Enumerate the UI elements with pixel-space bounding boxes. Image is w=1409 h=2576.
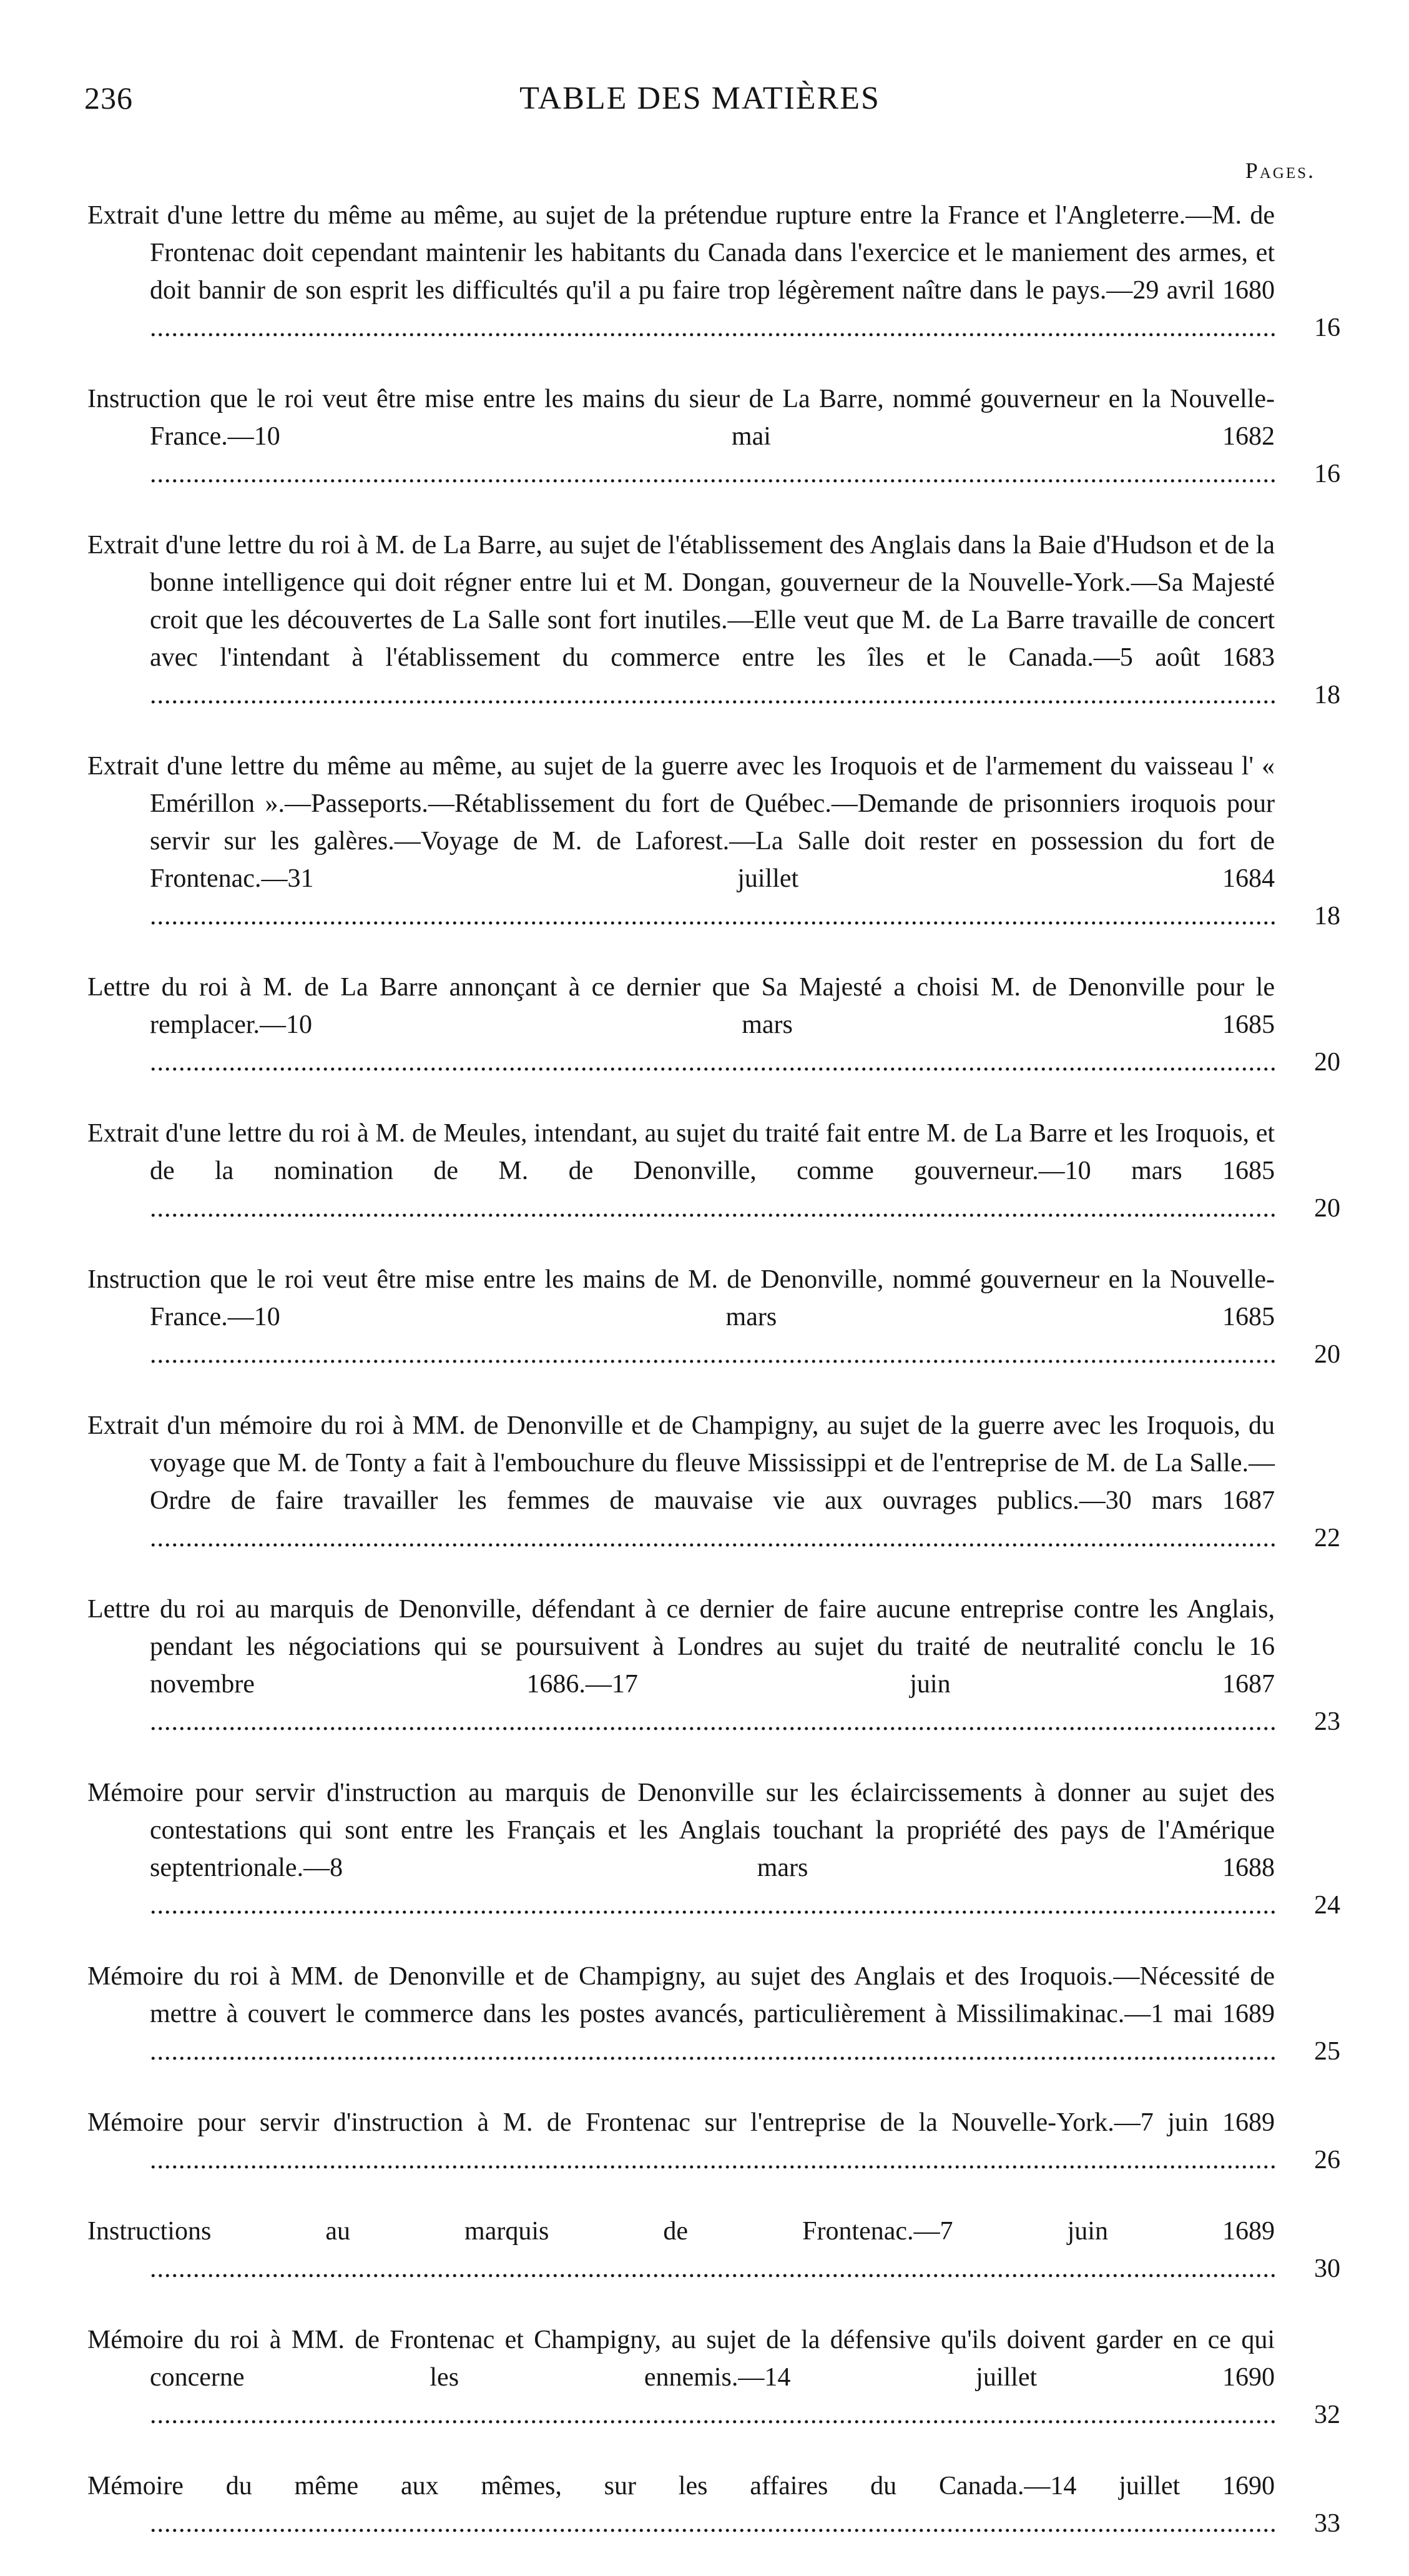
toc-entry-page: 23 [1278,1703,1340,1740]
toc-entry-text: Instructions au marquis de Frontenac.—7 juin 1689 ..... [87,2213,1275,2287]
toc-entry-page: 18 [1278,897,1340,935]
toc-entry-text: Extrait d'une lettre du même au même, au sujet de la prétendue rupture entre la France et l'Angleterre.—M. de Frontenac doit cependant maintenir les habitants du Canada dans l'exercice et le maniement des armes, et doit bannir de son esprit les difficultés qu'il a pu faire trop légèrement naître dans le pays.—29 avril 1680 ..... [87,197,1275,347]
toc-entry [87,1407,1340,1557]
toc-entry-page: 33 [1278,2505,1340,2542]
toc-entry-text: Mémoire du roi à MM. de Denonville et de Champigny, au sujet des Anglais et des Iroquois.—Nécessité de mettre à couvert le commerce dans les postes avancés, particulièrement à Missilimakinac.—1 mai 1689 ..... [87,1958,1275,2070]
toc-entry [87,1774,1340,1924]
toc-entry [87,2467,1340,2542]
toc-entry-text: Mémoire pour servir d'instruction à M. de Frontenac sur l'entreprise de la Nouvelle-York.—7 juin 1689 ..... [87,2104,1275,2179]
toc-entry-page: 25 [1278,2033,1340,2070]
toc-entry-page: 32 [1278,2396,1340,2434]
toc-entry-text: Instruction que le roi veut être mise entre les mains de M. de Denonville, nommé gouverneur en la Nouvelle-France.—10 mars 1685 ..... [87,1261,1275,1373]
toc-entry [87,1958,1340,2070]
page-number: 236 [84,81,133,116]
toc-entry [87,2104,1340,2179]
toc-entry-text: Mémoire pour servir d'instruction au marquis de Denonville sur les éclaircissements à donner au sujet des contestations qui sont entre les Français et les Anglais touchant la propriété des pays de l'Amérique septentrionale.—8 mars 1688 ..... [87,1774,1275,1924]
toc-entry [87,380,1340,493]
toc-entry-page: 26 [1278,2141,1340,2179]
page-header [84,80,1315,130]
toc-entry-page: 18 [1278,676,1340,714]
pages-column-label: Pages. [1245,158,1315,183]
toc-entry [87,2213,1340,2287]
toc-entry-text: Extrait d'un mémoire du roi à MM. de Denonville et de Champigny, au sujet de la guerre avec les Iroquois, du voyage que M. de Tonty a fait à l'embouchure du fleuve Mississippi et de l'entreprise de M. de La Salle.—Ordre de faire travailler les femmes de mauvaise vie aux ouvrages publics.—30 mars 1687 ..... [87,1407,1275,1557]
toc-entry-text: Mémoire du même aux mêmes, sur les affaires du Canada.—14 juillet 1690 ..... [87,2467,1275,2542]
toc-entry-text: Lettre du roi à M. de La Barre annonçant à ce dernier que Sa Majesté a choisi M. de Denonville pour le remplacer.—10 mars 1685 ..... [87,969,1275,1081]
toc-entry-page: 22 [1278,1519,1340,1557]
toc-entry [87,197,1340,347]
toc-entry-page: 16 [1278,455,1340,493]
toc-entry-text: Mémoire du roi à MM. de Frontenac et Champigny, au sujet de la défensive qu'ils doivent garder en ce qui concerne les ennemis.—14 juillet 1690 ..... [87,2321,1275,2434]
running-title: TABLE DES MATIÈRES [519,81,880,116]
toc-entry [87,2321,1340,2434]
toc-entry [87,1261,1340,1373]
toc-entry-page: 16 [1278,309,1340,347]
table-of-contents [87,197,1340,2576]
toc-entry-page: 20 [1278,1044,1340,1081]
toc-entry [87,969,1340,1081]
toc-entry-text: Lettre du roi au marquis de Denonville, défendant à ce dernier de faire aucune entreprise contre les Anglais, pendant les négociations qui se poursuivent à Londres au sujet du traité de neutralité conclu le 16 novembre 1686.—17 juin 1687 ..... [87,1591,1275,1740]
toc-entry [87,526,1340,714]
toc-entry-page: 20 [1278,1190,1340,1227]
toc-entry-page: 30 [1278,2250,1340,2287]
toc-entry [87,748,1340,935]
toc-entry-text: Instruction que le roi veut être mise entre les mains du sieur de La Barre, nommé gouverneur en la Nouvelle-France.—10 mai 1682 ..... [87,380,1275,493]
toc-entry-page: 24 [1278,1887,1340,1924]
toc-entry [87,1115,1340,1227]
toc-entry-text: Extrait d'une lettre du même au même, au sujet de la guerre avec les Iroquois et de l'armement du vaisseau l' « Emérillon ».—Passeports.—Rétablissement du fort de Québec.—Demande de prisonniers iroquois pour servir sur les galères.—Voyage de M. de Laforest.—La Salle doit rester en possession du fort de Frontenac.—31 juillet 1684 ..... [87,748,1275,935]
toc-entry-text: Extrait d'une lettre du roi à M. de La Barre, au sujet de l'établissement des Anglais dans la Baie d'Hudson et de la bonne intelligence qui doit régner entre lui et M. Dongan, gouverneur de la Nouvelle-York.—Sa Majesté croit que les découvertes de La Salle sont fort inutiles.—Elle veut que M. de La Barre travaille de concert avec l'intendant à l'établissement du commerce entre les îles et le Canada.—5 août 1683 ..... [87,526,1275,714]
toc-entry-text: Extrait d'une lettre du roi à M. de Meules, intendant, au sujet du traité fait entre M. de La Barre et les Iroquois, et de la nomination de M. de Denonville, comme gouverneur.—10 mars 1685 ..... [87,1115,1275,1227]
toc-entry-page: 20 [1278,1336,1340,1373]
toc-entry [87,1591,1340,1740]
